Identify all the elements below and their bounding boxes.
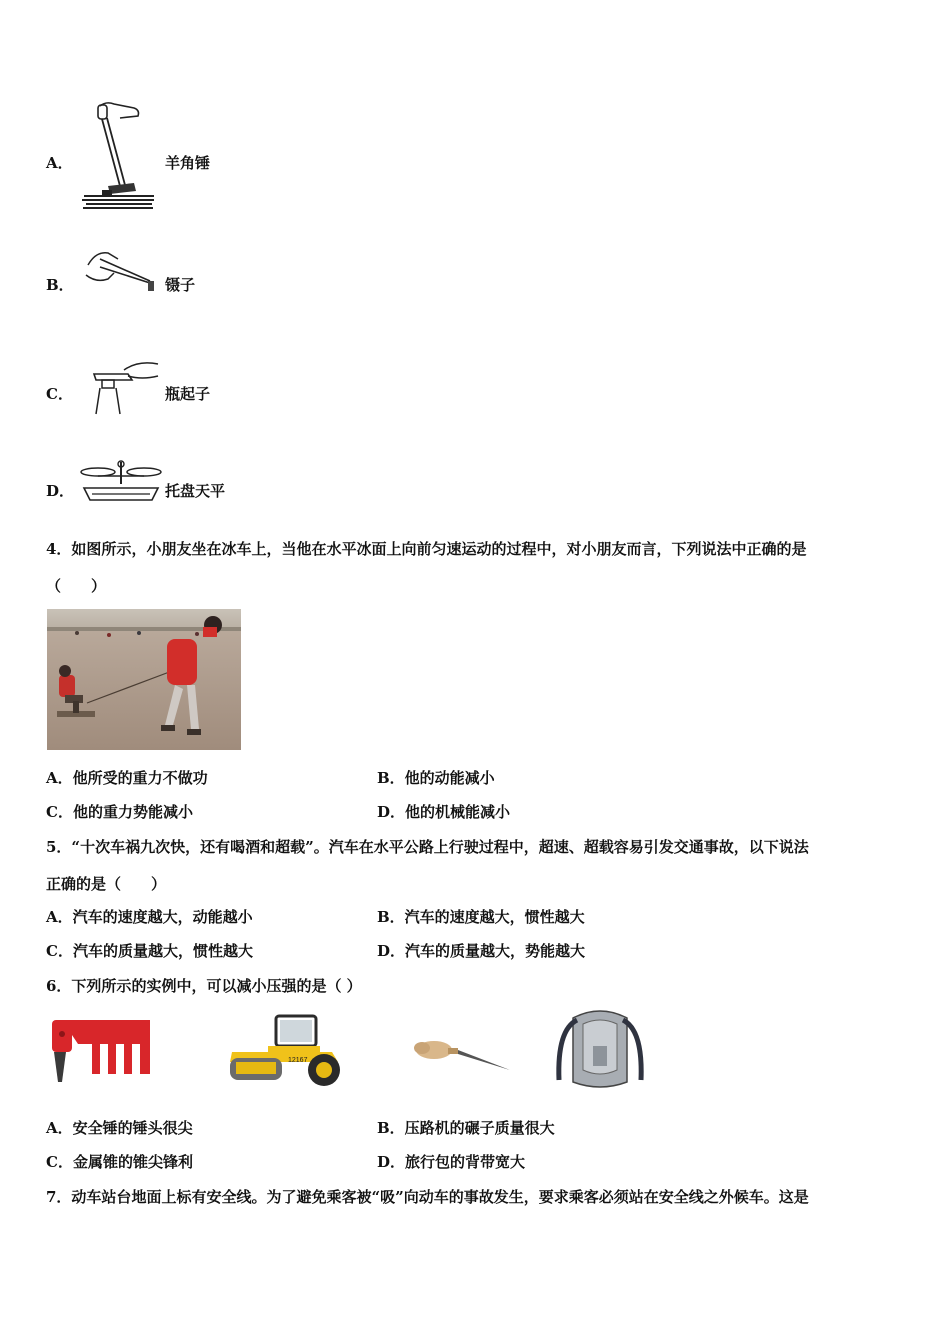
q7-stem: 7．动车站台地面上标有安全线。为了避免乘客被“吸”向动车的事故发生，要求乘客必须站在安全线之外候车。这是 <box>46 1188 809 1206</box>
q4-option-c: C．他的重力势能减小 <box>46 803 193 821</box>
q5-option-c: C．汽车的质量越大，惯性越大 <box>46 942 253 960</box>
option-d-letter: D． <box>46 482 75 500</box>
q5-option-a: A．汽车的速度越大，动能越小 <box>46 908 253 926</box>
tweezers-icon <box>84 245 164 295</box>
q5-stem-cont: 正确的是（ ） <box>46 875 167 893</box>
q6-option-c: C．金属锥的锥尖锋利 <box>46 1153 193 1171</box>
option-b-letter: B． <box>46 276 74 294</box>
q4-stem-cont: （ ） <box>46 577 107 595</box>
safety-hammer-icon <box>48 1016 154 1092</box>
q4-option-a: A．他所受的重力不做功 <box>46 769 208 787</box>
q5-stem: 5．“十次车祸九次快，还有喝酒和超载”。汽车在水平公路上行驶过程中，超速、超载容易引发交通事故，以下说法 <box>46 838 809 856</box>
balance-scale-icon <box>78 458 164 506</box>
option-a-label: 羊角锤 <box>165 154 211 172</box>
q5-option-b: B．汽车的速度越大，惯性越大 <box>377 908 585 926</box>
q6-option-b: B．压路机的碾子质量很大 <box>377 1119 555 1137</box>
awl-icon <box>412 1034 512 1076</box>
road-roller-icon <box>228 1012 348 1088</box>
option-a-letter: A． <box>46 154 73 172</box>
q6-option-d: D．旅行包的背带宽大 <box>377 1153 526 1171</box>
roller-number-text: 12167 <box>288 1057 308 1064</box>
option-c-letter: C． <box>46 385 73 403</box>
option-c-label: 瓶起子 <box>165 385 211 403</box>
q4-stem: 4．如图所示，小朋友坐在冰车上，当他在水平冰面上向前匀速运动的过程中，对小朋友而言，下列说法中正确的是 <box>46 540 807 558</box>
q4-option-b: B．他的动能减小 <box>377 769 495 787</box>
q4-option-d: D．他的机械能减小 <box>377 803 511 821</box>
option-d-label: 托盘天平 <box>165 482 226 500</box>
q6-stem: 6．下列所示的实例中，可以减小压强的是（ ） <box>46 977 362 995</box>
option-b-label: 镊子 <box>165 276 196 294</box>
backpack-icon <box>553 1006 647 1092</box>
claw-hammer-icon <box>80 100 158 212</box>
bottle-opener-icon <box>88 358 164 418</box>
ice-sled-photo <box>47 609 241 750</box>
q5-option-d: D．汽车的质量越大，势能越大 <box>377 942 586 960</box>
q6-option-a: A．安全锤的锤头很尖 <box>46 1119 193 1137</box>
